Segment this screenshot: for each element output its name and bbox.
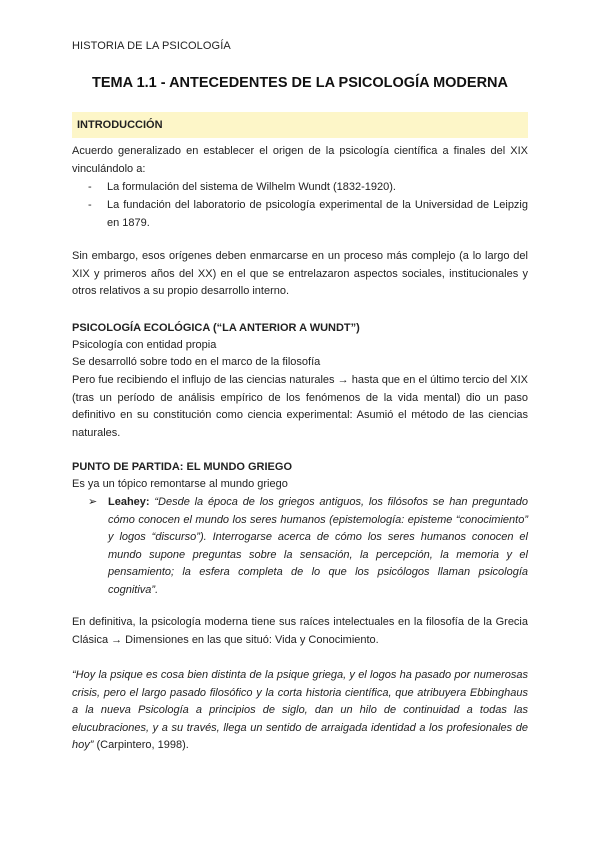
griego-heading: PUNTO DE PARTIDA: EL MUNDO GRIEGO xyxy=(72,461,293,473)
final-citation: (Carpintero, 1998). xyxy=(93,739,189,751)
ecologica-line-2: Se desarrolló sobre todo en el marco de la filosofía xyxy=(72,356,321,368)
griego-paragraph: En definitiva, la psicología moderna tiene sus raíces intelectuales en la filosofía de la Grecia Clásica → Dimensiones en las que situó: Vida y Conocimiento. xyxy=(72,616,528,646)
bullet-text: La formulación del sistema de Wilhelm Wundt (1832-1920). xyxy=(107,181,396,193)
arrow-bullet-icon: ➢ xyxy=(88,496,98,508)
bullet-text: La fundación del laboratorio de psicología experimental de la Universidad de Leipzig en 1879. xyxy=(107,199,528,229)
ecologica-heading: PSICOLOGÍA ECOLÓGICA (“LA ANTERIOR A WUNDT”) xyxy=(72,322,360,334)
quote-text: “Desde la época de los griegos antiguos, los filósofos se han preguntado cómo conocen el mundo los seres humanos (epistemología: episteme “conocimiento” y logos “discurso”). Interrogarse acerca de cómo los seres humanos conocen el mundo supone preguntas sobre la sensación, la percepción, la memoria y el pensamiento; la esfera completa de lo que los psicólogos llaman psicología cognitiva”. xyxy=(108,496,528,596)
leahey-quote xyxy=(108,494,528,599)
final-quote: “Hoy la psique es cosa bien distinta de la psique griega, y el logos ha pasado por numerosas crisis, pero el largo pasado filosófico y la corta historia científica, que atribuyera Ebbinghaus a la nueva Psicología a principios de siglo, dan un hilo de continuidad a todas las elucubraciones, y a su través, llega un sentido de arraigada identidad a los profesionales de hoy” xyxy=(72,669,528,751)
griego-line-1: Es ya un tópico remontarse al mundo griego xyxy=(72,478,288,490)
ecologica-paragraph: Pero fue recibiendo el influjo de las ciencias naturales → hasta que en el último tercio del XIX (tras un período de análisis empírico de los fenómenos de la vida mental) dio un paso definitivo en su constitución como ciencia experimental: Asumió el método de las ciencias naturales. xyxy=(72,374,528,439)
intro-paragraph: Acuerdo generalizado en establecer el origen de la psicología científica a finales del XIX vinculándolo a: xyxy=(72,145,528,175)
quote-author: Leahey: xyxy=(108,496,150,508)
intro-heading: INTRODUCCIÓN xyxy=(77,119,163,131)
ecologica-line-1: Psicología con entidad propia xyxy=(72,339,217,351)
dash-marker: - xyxy=(88,181,92,193)
running-header: HISTORIA DE LA PSICOLOGÍA xyxy=(72,40,231,52)
final-quote-block xyxy=(72,667,528,755)
intro-paragraph-2: Sin embargo, esos orígenes deben enmarcarse en un proceso más complejo (a lo largo del XIX y primeros años del XX) en el que se entrelazaron aspectos sociales, institucionales y otros relativos a su propio desarrollo interno. xyxy=(72,250,528,297)
dash-marker: - xyxy=(88,199,92,211)
page-title: TEMA 1.1 - ANTECEDENTES DE LA PSICOLOGÍA MODERNA xyxy=(92,75,508,91)
intro-heading-bar xyxy=(72,112,528,138)
